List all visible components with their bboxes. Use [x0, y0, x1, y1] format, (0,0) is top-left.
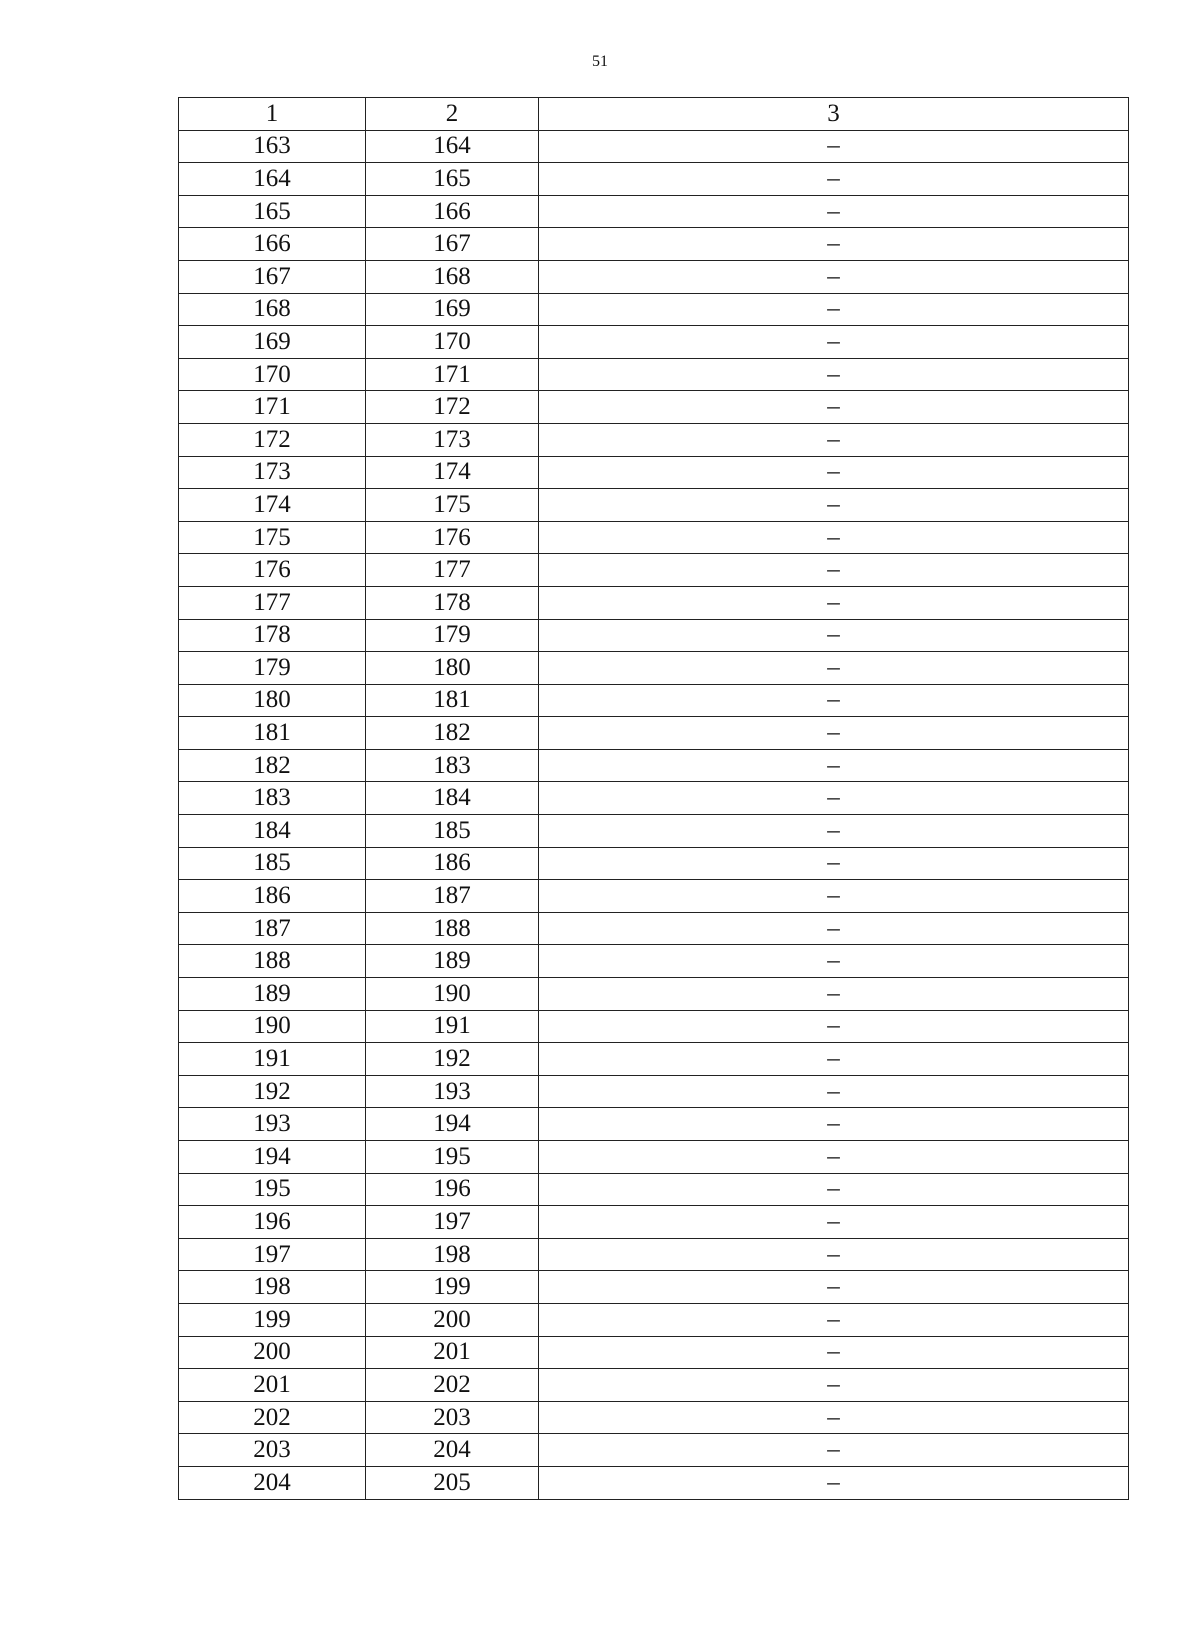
table-row: [179, 880, 1129, 913]
table-cell-col-1: 173: [179, 456, 366, 489]
table-row: [179, 326, 1129, 359]
table-cell-col-2: 194: [366, 1108, 539, 1141]
table-cell-col-3: –: [539, 195, 1129, 228]
table-cell-col-1: 201: [179, 1369, 366, 1402]
table-cell-col-2: 189: [366, 945, 539, 978]
table-cell-col-1: 169: [179, 326, 366, 359]
table-row: [179, 815, 1129, 848]
table-cell-col-2: 186: [366, 847, 539, 880]
table-row: [179, 1108, 1129, 1141]
table-cell-col-2: 182: [366, 717, 539, 750]
table-cell-col-3: –: [539, 1369, 1129, 1402]
table-cell-col-1: 177: [179, 586, 366, 619]
table-cell-col-2: 169: [366, 293, 539, 326]
table-row: [179, 195, 1129, 228]
table-row: [179, 978, 1129, 1011]
table-cell-col-1: 191: [179, 1043, 366, 1076]
table-cell-col-3: –: [539, 586, 1129, 619]
table-cell-col-3: –: [539, 880, 1129, 913]
table-row: [179, 260, 1129, 293]
column-header-3: 3: [539, 98, 1129, 131]
table-cell-col-1: 165: [179, 195, 366, 228]
table-cell-col-1: 189: [179, 978, 366, 1011]
table-cell-col-1: 198: [179, 1271, 366, 1304]
table-cell-col-2: 198: [366, 1238, 539, 1271]
table-cell-col-1: 199: [179, 1303, 366, 1336]
table-cell-col-2: 164: [366, 130, 539, 163]
table-row: [179, 1206, 1129, 1239]
table-cell-col-1: 166: [179, 228, 366, 261]
table-cell-col-3: –: [539, 619, 1129, 652]
table-cell-col-3: –: [539, 326, 1129, 359]
table-row: [179, 1075, 1129, 1108]
table-cell-col-1: 179: [179, 652, 366, 685]
table-cell-col-2: 187: [366, 880, 539, 913]
data-table: [178, 97, 1129, 1500]
table-cell-col-2: 193: [366, 1075, 539, 1108]
table-cell-col-1: 190: [179, 1010, 366, 1043]
table-cell-col-3: –: [539, 1075, 1129, 1108]
table-cell-col-1: 192: [179, 1075, 366, 1108]
table-cell-col-3: –: [539, 228, 1129, 261]
table-cell-col-2: 199: [366, 1271, 539, 1304]
table-cell-col-2: 167: [366, 228, 539, 261]
table-row: [179, 1238, 1129, 1271]
table-cell-col-1: 176: [179, 554, 366, 587]
table-cell-col-3: –: [539, 1010, 1129, 1043]
table-cell-col-1: 195: [179, 1173, 366, 1206]
table-cell-col-1: 167: [179, 260, 366, 293]
table-cell-col-2: 170: [366, 326, 539, 359]
table-cell-col-2: 175: [366, 489, 539, 522]
table-row: [179, 847, 1129, 880]
table-cell-col-1: 171: [179, 391, 366, 424]
table-row: [179, 945, 1129, 978]
table-body: [179, 130, 1129, 1499]
table-cell-col-1: 186: [179, 880, 366, 913]
table-row: [179, 1303, 1129, 1336]
table-cell-col-2: 173: [366, 423, 539, 456]
table-row: [179, 456, 1129, 489]
table-row: [179, 391, 1129, 424]
table-cell-col-3: –: [539, 1303, 1129, 1336]
table-cell-col-1: 175: [179, 521, 366, 554]
page-number: 51: [592, 53, 608, 70]
table-cell-col-2: 196: [366, 1173, 539, 1206]
table-cell-col-2: 177: [366, 554, 539, 587]
table-cell-col-3: –: [539, 1434, 1129, 1467]
table-cell-col-2: 188: [366, 912, 539, 945]
table-cell-col-3: –: [539, 1206, 1129, 1239]
table-cell-col-2: 168: [366, 260, 539, 293]
table-cell-col-3: –: [539, 912, 1129, 945]
table-cell-col-2: 174: [366, 456, 539, 489]
table-cell-col-1: 183: [179, 782, 366, 815]
table-cell-col-3: –: [539, 423, 1129, 456]
table-cell-col-3: –: [539, 652, 1129, 685]
table-cell-col-3: –: [539, 978, 1129, 1011]
table-cell-col-3: –: [539, 1401, 1129, 1434]
column-header-2: 2: [366, 98, 539, 131]
table-row: [179, 1173, 1129, 1206]
table-cell-col-3: –: [539, 391, 1129, 424]
table-row: [179, 554, 1129, 587]
table-cell-col-1: 174: [179, 489, 366, 522]
table-cell-col-2: 166: [366, 195, 539, 228]
table-cell-col-2: 201: [366, 1336, 539, 1369]
table-cell-col-2: 180: [366, 652, 539, 685]
table-row: [179, 1466, 1129, 1499]
table-cell-col-3: –: [539, 1466, 1129, 1499]
table-cell-col-1: 196: [179, 1206, 366, 1239]
table-cell-col-2: 185: [366, 815, 539, 848]
table-cell-col-3: –: [539, 163, 1129, 196]
table-row: [179, 1271, 1129, 1304]
table-cell-col-3: –: [539, 489, 1129, 522]
table-row: [179, 358, 1129, 391]
table-cell-col-3: –: [539, 815, 1129, 848]
table-cell-col-3: –: [539, 554, 1129, 587]
table-row: [179, 1043, 1129, 1076]
table-row: [179, 652, 1129, 685]
table-cell-col-1: 188: [179, 945, 366, 978]
table-row: [179, 423, 1129, 456]
table-cell-col-2: 191: [366, 1010, 539, 1043]
table-cell-col-2: 192: [366, 1043, 539, 1076]
table-cell-col-1: 172: [179, 423, 366, 456]
table-row: [179, 1010, 1129, 1043]
table-cell-col-3: –: [539, 521, 1129, 554]
table-cell-col-3: –: [539, 1043, 1129, 1076]
table-cell-col-2: 190: [366, 978, 539, 1011]
table-cell-col-3: –: [539, 358, 1129, 391]
table-header-row: [179, 98, 1129, 131]
table-cell-col-1: 170: [179, 358, 366, 391]
table-cell-col-2: 171: [366, 358, 539, 391]
table-cell-col-2: 204: [366, 1434, 539, 1467]
table-cell-col-2: 183: [366, 749, 539, 782]
table-row: [179, 1401, 1129, 1434]
table-cell-col-3: –: [539, 945, 1129, 978]
table-cell-col-2: 178: [366, 586, 539, 619]
table-row: [179, 782, 1129, 815]
table-cell-col-2: 176: [366, 521, 539, 554]
table-cell-col-3: –: [539, 1271, 1129, 1304]
table-cell-col-2: 165: [366, 163, 539, 196]
table-cell-col-1: 197: [179, 1238, 366, 1271]
table-cell-col-3: –: [539, 260, 1129, 293]
table-cell-col-1: 187: [179, 912, 366, 945]
table-row: [179, 586, 1129, 619]
table-row: [179, 489, 1129, 522]
table-cell-col-2: 195: [366, 1141, 539, 1174]
table-cell-col-2: 203: [366, 1401, 539, 1434]
table-cell-col-2: 179: [366, 619, 539, 652]
table-row: [179, 749, 1129, 782]
table-cell-col-1: 181: [179, 717, 366, 750]
table-cell-col-1: 194: [179, 1141, 366, 1174]
table-cell-col-1: 203: [179, 1434, 366, 1467]
table-cell-col-1: 180: [179, 684, 366, 717]
table-cell-col-3: –: [539, 456, 1129, 489]
column-header-1: 1: [179, 98, 366, 131]
table-row: [179, 1434, 1129, 1467]
table-cell-col-1: 200: [179, 1336, 366, 1369]
table-row: [179, 912, 1129, 945]
table-row: [179, 1336, 1129, 1369]
table-cell-col-3: –: [539, 684, 1129, 717]
table-cell-col-1: 193: [179, 1108, 366, 1141]
table-cell-col-2: 181: [366, 684, 539, 717]
table-row: [179, 1141, 1129, 1174]
table-cell-col-1: 204: [179, 1466, 366, 1499]
table-row: [179, 293, 1129, 326]
table-cell-col-3: –: [539, 782, 1129, 815]
table-row: [179, 717, 1129, 750]
table-cell-col-3: –: [539, 130, 1129, 163]
table-cell-col-3: –: [539, 1108, 1129, 1141]
table-row: [179, 619, 1129, 652]
table-cell-col-3: –: [539, 1238, 1129, 1271]
table-cell-col-1: 185: [179, 847, 366, 880]
table-cell-col-2: 184: [366, 782, 539, 815]
table-cell-col-3: –: [539, 1141, 1129, 1174]
table-row: [179, 1369, 1129, 1402]
table-cell-col-1: 178: [179, 619, 366, 652]
table-cell-col-1: 202: [179, 1401, 366, 1434]
table-row: [179, 163, 1129, 196]
table-cell-col-1: 182: [179, 749, 366, 782]
table-cell-col-3: –: [539, 717, 1129, 750]
table-cell-col-3: –: [539, 293, 1129, 326]
table-cell-col-2: 172: [366, 391, 539, 424]
table-row: [179, 521, 1129, 554]
table-cell-col-1: 163: [179, 130, 366, 163]
table-cell-col-2: 197: [366, 1206, 539, 1239]
table-cell-col-2: 200: [366, 1303, 539, 1336]
table-cell-col-1: 184: [179, 815, 366, 848]
table-row: [179, 130, 1129, 163]
table-row: [179, 228, 1129, 261]
table-cell-col-1: 168: [179, 293, 366, 326]
table-cell-col-3: –: [539, 749, 1129, 782]
table-cell-col-3: –: [539, 847, 1129, 880]
table-cell-col-1: 164: [179, 163, 366, 196]
table-row: [179, 684, 1129, 717]
table-cell-col-3: –: [539, 1336, 1129, 1369]
table-cell-col-3: –: [539, 1173, 1129, 1206]
table-cell-col-2: 205: [366, 1466, 539, 1499]
table-cell-col-2: 202: [366, 1369, 539, 1402]
